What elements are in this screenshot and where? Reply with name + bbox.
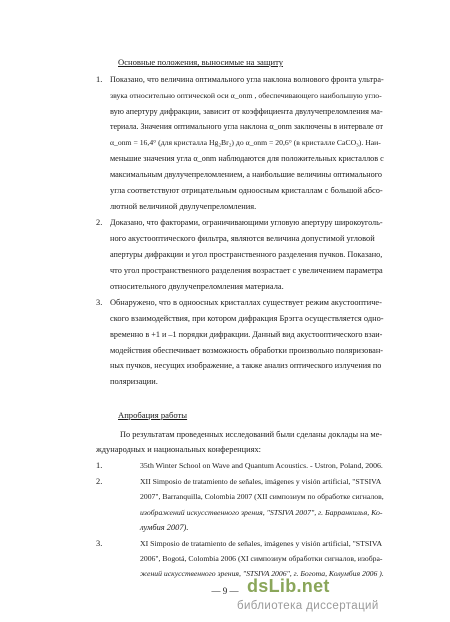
thesis-2-line-1: Доказано, что факторами, ограничивающими угловую апертуру широкоуголь- — [110, 218, 383, 227]
thesis-1-line-2: звука относительно оптической оси α_onm , обеспечивающего наибольшую угло- — [110, 91, 382, 100]
conference-number-1: 1. — [96, 461, 103, 470]
thesis-1-line-4: териала. Значения оптимального угла наклона α_onm заключены в интервале от — [110, 122, 383, 131]
conference-2-line-1: XII Simposio de tratamiento de señales, imágenes y visión artificial, "STSIVA — [140, 477, 382, 486]
thesis-number-1: 1. — [96, 75, 103, 84]
thesis-2-line-2: ного акустооптического фильтра, являются величина допустимой угловой — [110, 234, 375, 243]
thesis-1-line-5: α_onm = 16,4° (для кристалла Hg₂Br₂) до α_onm = 20,6° (в кристалле CaCO₃). Наи- — [110, 138, 381, 147]
thesis-2-line-3: апертуры дифракции и угол пространственного разделения пучков. Показано, — [110, 250, 383, 259]
thesis-number-2: 2. — [96, 218, 103, 227]
conference-number-2: 2. — [96, 477, 103, 486]
conference-number-3: 3. — [96, 539, 103, 548]
conference-2-line-3: изображений искусственного зрения, "STSIVA 2007", г. Барранкилья, Ко- — [140, 508, 383, 517]
conference-1-line-1: 35th Winter School on Wave and Quantum Acoustics. - Ustron, Poland, 2006. — [140, 461, 383, 470]
conference-2-line-2: 2007", Barranquilla, Colombia 2007 (XII симпозиум по обработке сигналов, — [140, 492, 384, 501]
thesis-3-line-4: модействия обеспечивает возможность обработки произвольно поляризован- — [110, 346, 384, 355]
thesis-1-line-1: Показано, что величина оптимального угла наклона волнового фронта ультра- — [110, 75, 384, 84]
approbation-intro-line-1: По результатам проведенных исследований были сделаны доклады на ме- — [120, 430, 383, 439]
thesis-2-line-4: что угол пространственного разделения возрастает с увеличением параметра — [110, 266, 383, 275]
watermark — [237, 576, 442, 616]
conference-2-line-4: лумбия 2007). — [140, 523, 189, 532]
section-heading-main: Основные положения, выносимые на защиту — [118, 57, 284, 67]
thesis-3-line-3: временно в +1 и –1 порядки дифракции. Данный вид акустооптического взаи- — [110, 330, 383, 339]
thesis-3-line-2: ского взаимодействия, при котором дифракция Брэгга осуществляется одно- — [110, 314, 384, 323]
thesis-3-line-5: ных пучков, несущих изображение, а также анализ оптического излучения по — [110, 361, 382, 370]
thesis-3-line-1: Обнаружено, что в одноосных кристаллах существует режим акустооптиче- — [110, 298, 382, 307]
conference-3-line-2: 2006", Bogotá, Colombia 2006 (XI симпозиум обработки сигналов, изобра- — [140, 554, 383, 563]
section-heading-approbation: Апробация работы — [118, 410, 188, 420]
thesis-1-line-7: максимальным двулучепреломлением, а наибольшие величины оптимального — [110, 170, 383, 179]
thesis-3-line-6: поляризации. — [110, 377, 158, 386]
watermark-subtitle: библиотека диссертаций — [237, 600, 379, 612]
thesis-1-line-8: угла соответствуют отрицательным одноосным кристаллам с большой абсо- — [110, 186, 383, 195]
thesis-1-line-6: меньшие значения угла α_onm наблюдаются для положительных кристаллов с — [110, 154, 384, 163]
thesis-1-line-9: лютной величиной двулучепреломления. — [110, 202, 257, 211]
thesis-1-line-3: вую апертуру дифракции, зависит от коэффициента двулучепреломления ма- — [110, 107, 383, 116]
thesis-2-line-5: относительного двулучепреломления материала. — [110, 282, 284, 291]
conference-3-line-1: XI Simposio de tratamiento de señales, imágenes y visión artificial, "STSIVA — [140, 539, 383, 548]
thesis-number-3: 3. — [96, 298, 103, 307]
conference-3-line-3: жений искусственного зрения, "STSIVA 2006", г. Богота, Колумбия 2006 ). — [140, 569, 384, 578]
page-number: — 9 — — [211, 586, 239, 596]
approbation-intro-line-2: ждународных и национальных конференциях: — [96, 445, 261, 454]
watermark-logo: dsLib.net — [247, 576, 330, 596]
